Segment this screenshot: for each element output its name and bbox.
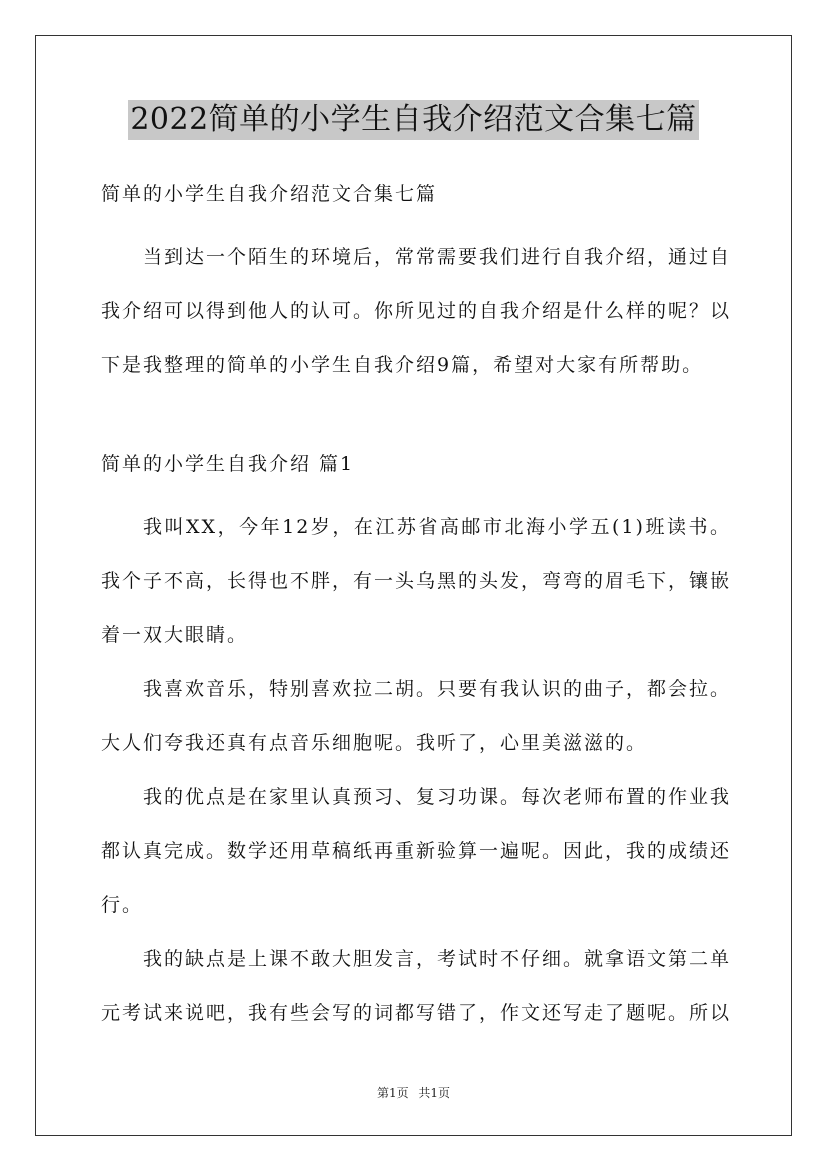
document-subtitle: 简单的小学生自我介绍范文合集七篇: [101, 183, 438, 205]
document-title: 2022简单的小学生自我介绍范文合集七篇: [128, 100, 698, 140]
section-heading: 简单的小学生自我介绍 篇1: [101, 453, 355, 475]
body-paragraph: 我叫XX，今年12岁，在江苏省高邮市北海小学五(1)班读书。我个子不高，长得也不胖，有一头乌黑的头发，弯弯的眉毛下，镶嵌着一双大眼睛。: [101, 516, 732, 646]
body-paragraph: 我的缺点是上课不敢大胆发言，考试时不仔细。就拿语文第二单元考试来说吧，我有些会写的词都写错了，作文还写走了题呢。所以: [101, 948, 732, 1024]
body-paragraph: 我喜欢音乐，特别喜欢拉二胡。只要有我认识的曲子，都会拉。大人们夸我还真有点音乐细胞呢。我听了，心里美滋滋的。: [101, 678, 732, 754]
body-paragraph: 我的优点是在家里认真预习、复习功课。每次老师布置的作业我都认真完成。数学还用草稿纸再重新验算一遍呢。因此，我的成绩还行。: [101, 786, 732, 916]
title-wrap: [0, 100, 827, 140]
intro-paragraph: 当到达一个陌生的环境后，常常需要我们进行自我介绍，通过自我介绍可以得到他人的认可。你所见过的自我介绍是什么样的呢？以下是我整理的简单的小学生自我介绍9篇，希望对大家有所帮助。: [101, 246, 732, 376]
page-footer: 第1页 共1页: [376, 1086, 451, 1100]
